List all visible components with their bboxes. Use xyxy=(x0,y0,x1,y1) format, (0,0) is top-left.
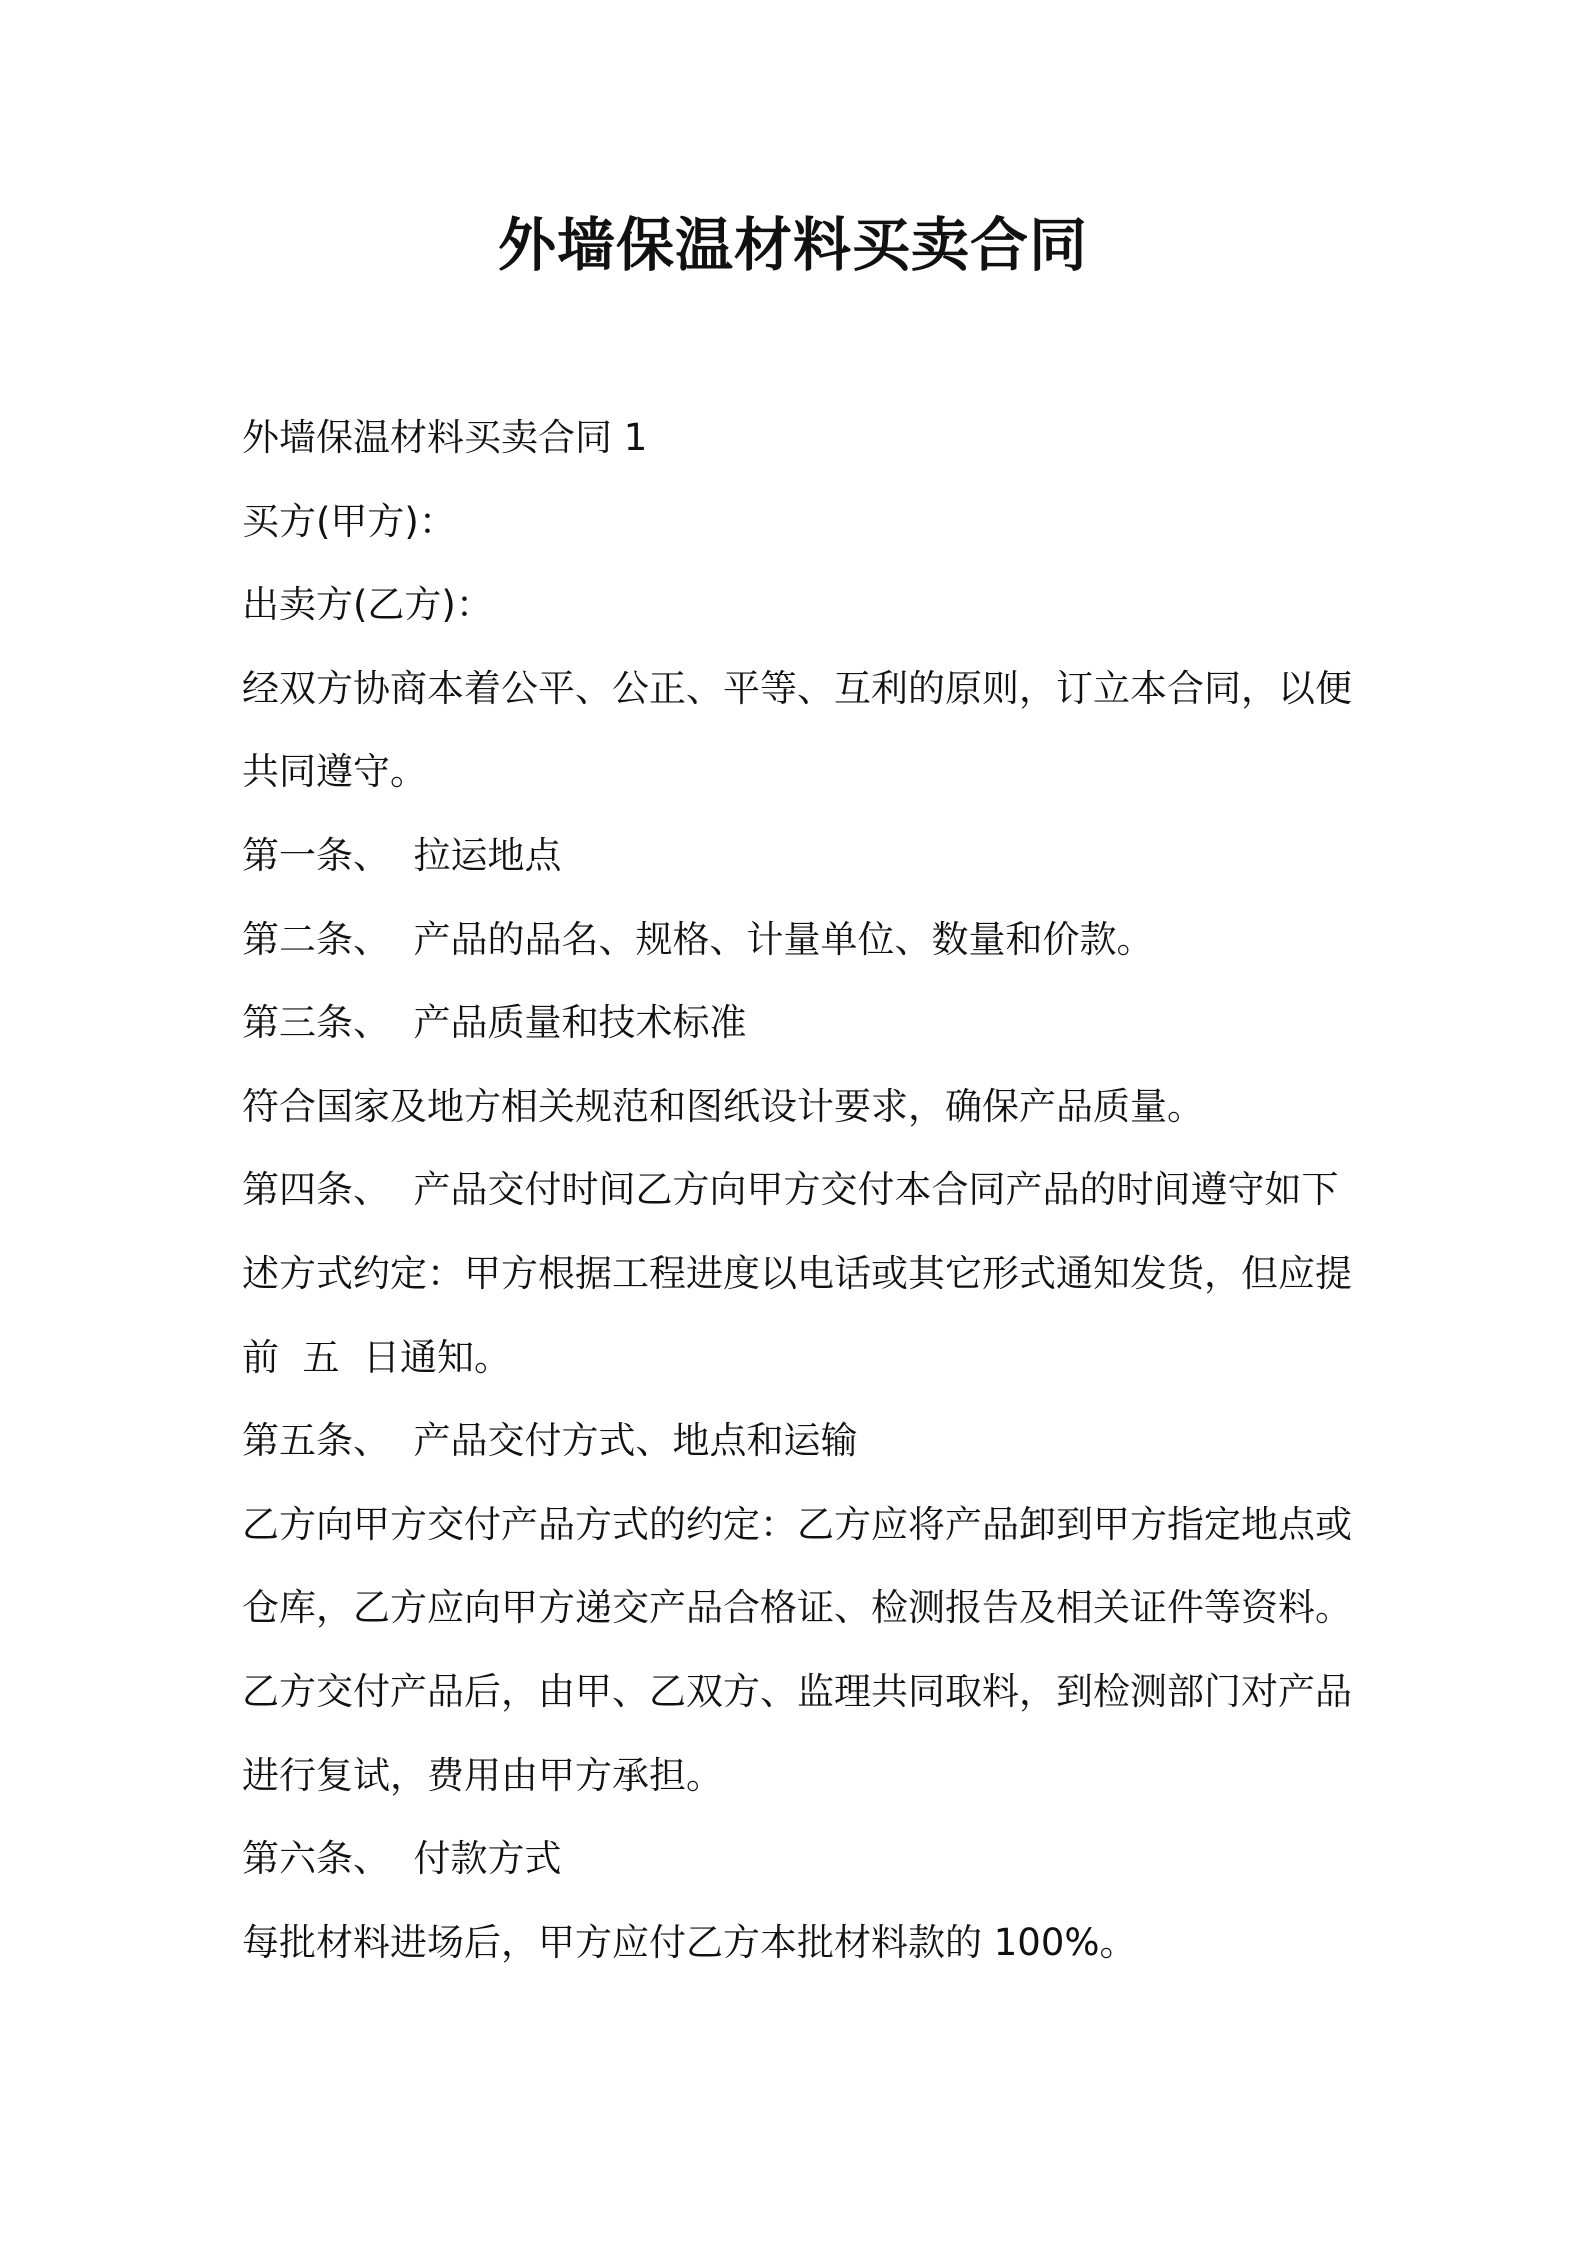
document-body xyxy=(242,402,1362,1990)
document-line: 经双方协商本着公平、公正、平等、互利的原则，订立本合同，以便 xyxy=(242,666,1352,710)
document-line: 外墙保温材料买卖合同 1 xyxy=(242,416,648,459)
document-line: 第一条、 拉运地点 xyxy=(242,833,562,877)
document-line: 第二条、 产品的品名、规格、计量单位、数量和价款。 xyxy=(242,917,1154,961)
document-line: 出卖方(乙方)： xyxy=(242,583,493,627)
document-line: 买方(甲方)： xyxy=(242,499,456,543)
document-line: 第四条、 产品交付时间乙方向甲方交付本合同产品的时间遵守如下 xyxy=(242,1168,1339,1212)
document-line: 每批材料进场后，甲方应付乙方本批材料款的 100%。 xyxy=(242,1920,1137,1964)
document-line: 乙方交付产品后，由甲、乙双方、监理共同取料，到检测部门对产品 xyxy=(242,1669,1352,1713)
document-line: 仓库，乙方应向甲方递交产品合格证、检测报告及相关证件等资料。 xyxy=(242,1586,1352,1630)
document-line: 述方式约定：甲方根据工程进度以电话或其它形式通知发货，但应提 xyxy=(242,1251,1352,1295)
document-line: 共同遵守。 xyxy=(242,750,427,794)
document-line: 进行复试，费用由甲方承担。 xyxy=(242,1753,723,1797)
document-line: 前 五 日通知。 xyxy=(242,1335,512,1379)
document-line: 第六条、 付款方式 xyxy=(242,1837,562,1881)
document-line: 第五条、 产品交付方式、地点和运输 xyxy=(242,1419,858,1463)
document-title: 外墙保温材料买卖合同 xyxy=(497,211,1088,279)
document-line: 符合国家及地方相关规范和图纸设计要求，确保产品质量。 xyxy=(242,1084,1204,1128)
document-line: 第三条、 产品质量和技术标准 xyxy=(242,1001,747,1045)
document-line: 乙方向甲方交付产品方式的约定：乙方应将产品卸到甲方指定地点或 xyxy=(242,1502,1352,1546)
